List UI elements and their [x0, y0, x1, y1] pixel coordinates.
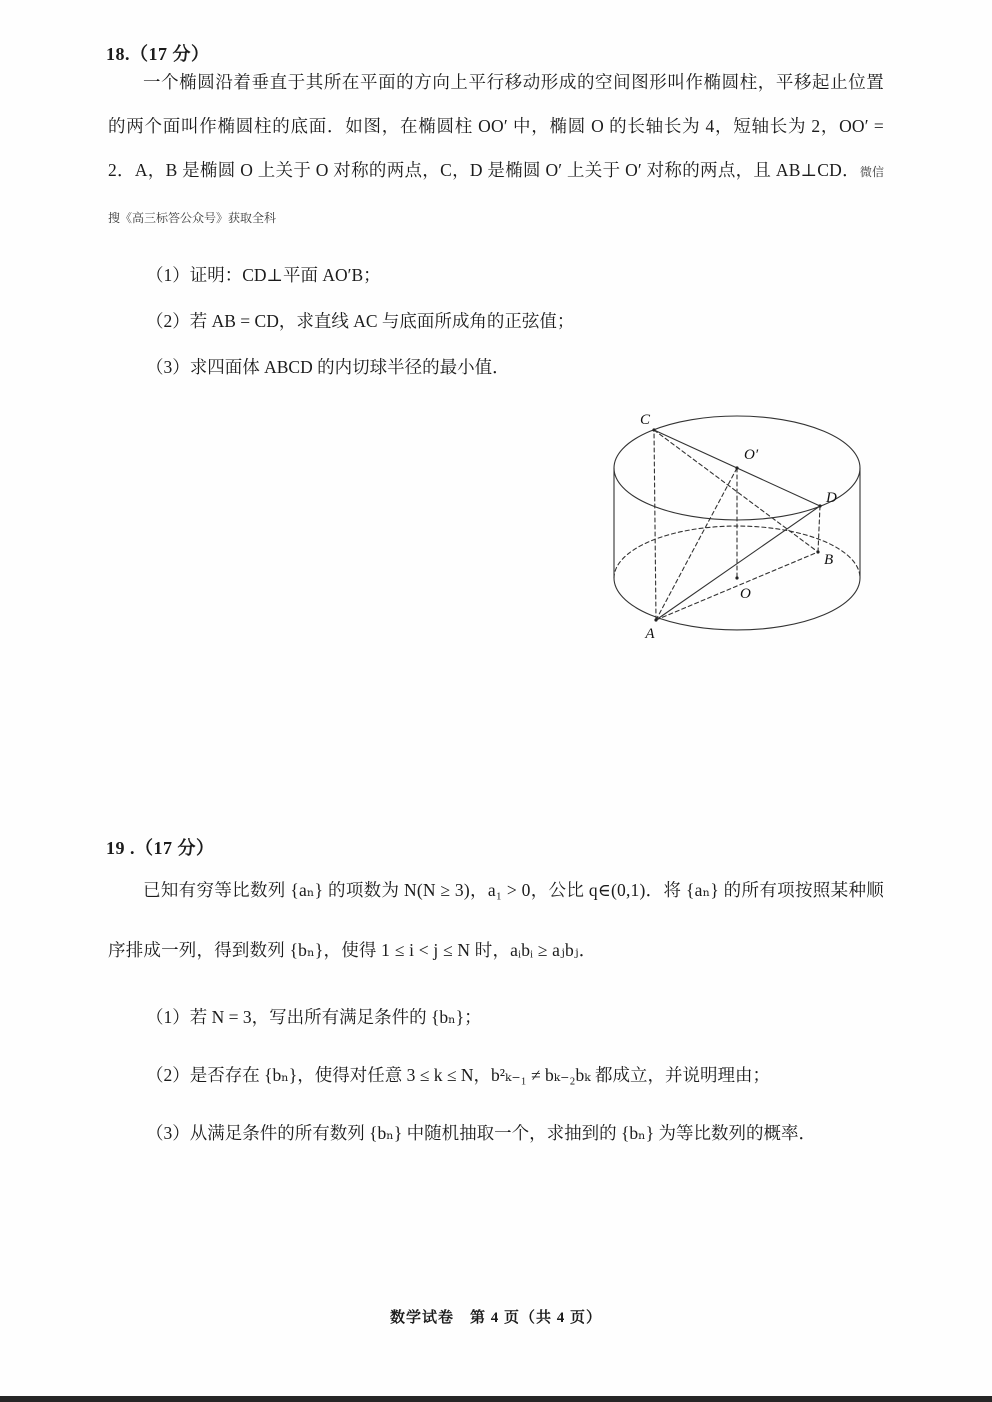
- figure-label-A: A: [645, 626, 655, 642]
- problem18-number: 18.（17 分）: [106, 44, 210, 64]
- problem19-part-1: （1）若 N = 3，写出所有满足条件的 {bₙ}；: [146, 1007, 482, 1027]
- point-O: [735, 576, 738, 579]
- problem18-part-3: （3）求四面体 ABCD 的内切球半径的最小值．: [146, 357, 510, 377]
- point-Oprime: [735, 466, 738, 469]
- problem19-part-2: （2）是否存在 {bₙ}，使得对任意 3 ≤ k ≤ N，b²ₖ₋₁ ≠ bₖ₋₂bₖ 都成立，并说明理由；: [146, 1065, 771, 1085]
- problem18-intro-text: 一个椭圆沿着垂直于其所在平面的方向上平行移动形成的空间图形叫作椭圆柱，平移起止位置的两个面叫作椭圆柱的底面．如图，在椭圆柱 OO′ 中，椭圆 O 的长轴长为 4，短轴长为 2，OO′ = 2．A，B 是椭圆 O 上关于 O 对称的两点，C，D 是椭圆 O′ 上关于 O′ 对称的两点，且 AB⊥CD．: [108, 72, 884, 180]
- problem19-number: 19 .（17 分）: [106, 838, 215, 858]
- page-footer: 数学试卷 第 4 页（共 4 页）: [389, 1310, 602, 1326]
- problem18-part-2: （2）若 AB = CD，求直线 AC 与底面所成角的正弦值；: [146, 311, 575, 331]
- figure-label-O: O: [740, 586, 751, 602]
- problem19-parts: [146, 988, 816, 1162]
- problem19-part-3: （3）从满足条件的所有数列 {bₙ} 中随机抽取一个，求抽到的 {bₙ} 为等比数列的概率．: [146, 1123, 816, 1143]
- problem18-part-1: （1）证明：CD⊥平面 AO′B；: [146, 265, 381, 285]
- point-A: [654, 618, 657, 621]
- edge-DB: [818, 506, 820, 552]
- point-B: [816, 550, 819, 553]
- problem18-intro: [108, 60, 884, 240]
- figure-label-B: B: [824, 552, 834, 568]
- point-C: [652, 428, 655, 431]
- scan-edge-artifact: [0, 1396, 992, 1402]
- elliptic-cylinder-figure: [596, 400, 886, 656]
- watermark-text: 微信搜《高三标答公众号》获取全科: [108, 165, 884, 225]
- problem18-parts: [146, 252, 574, 390]
- figure-label-Oprime: O′: [744, 447, 759, 463]
- edge-AC: [654, 430, 656, 620]
- edge-A-Oprime: [656, 468, 737, 620]
- figure-label-C: C: [639, 412, 650, 428]
- problem19-intro: 已知有穷等比数列 {aₙ} 的项数为 N(N ≥ 3)，a₁ > 0，公比 q∈(0,1)．将 {aₙ} 的所有项按照某种顺序排成一列，得到数列 {bₙ}，使得 1 ≤ i < j ≤ N 时，aᵢbᵢ ≥ aⱼbⱼ．: [108, 880, 884, 960]
- figure-label-D: D: [826, 490, 837, 506]
- edge-CB: [654, 430, 818, 552]
- edge-AD: [656, 506, 820, 620]
- point-D: [818, 504, 821, 507]
